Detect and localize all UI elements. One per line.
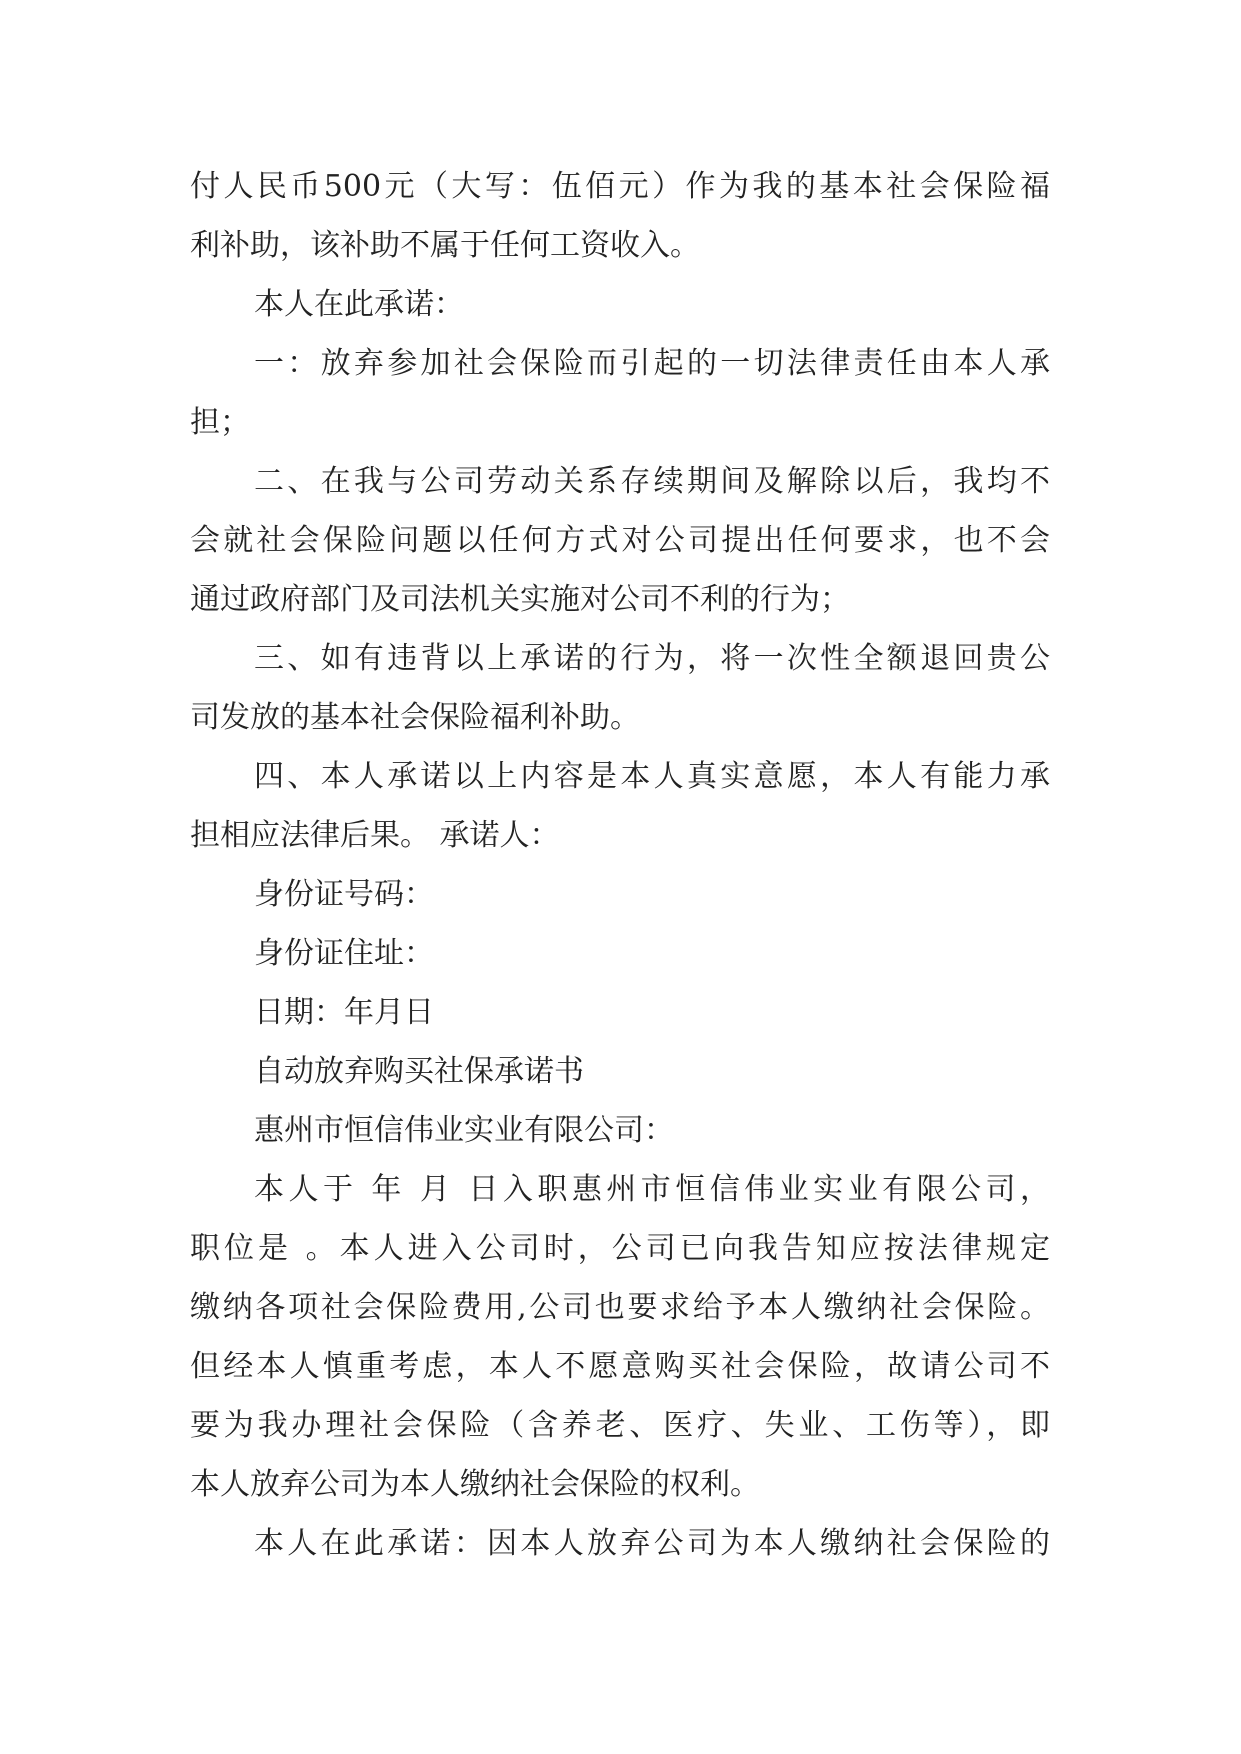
text-line: 本人在此承诺：因本人放弃公司为本人缴纳社会保险的 <box>254 1526 1050 1561</box>
text-line: 三、如有违背以上承诺的行为，将一次性全额退回贵公 <box>254 641 1050 676</box>
text-line: 身份证号码： <box>254 877 434 912</box>
text-line: 一：放弃参加社会保险而引起的一切法律责任由本人承 <box>254 346 1050 381</box>
text-line: 身份证住址： <box>254 936 434 971</box>
text-line: 担； <box>190 405 250 440</box>
text-line: 自动放弃购买社保承诺书 <box>254 1054 584 1089</box>
text-line: 职位是 。本人进入公司时，公司已向我告知应按法律规定 <box>190 1231 1050 1266</box>
text-line: 日期：年月日 <box>254 995 434 1030</box>
text-line: 惠州市恒信伟业实业有限公司： <box>254 1113 674 1148</box>
text-line: 要为我办理社会保险（含养老、医疗、失业、工伤等），即 <box>190 1408 1050 1443</box>
text-line: 付人民币500元（大写：伍佰元）作为我的基本社会保险福 <box>190 169 1050 204</box>
text-line: 二、在我与公司劳动关系存续期间及解除以后，我均不 <box>254 464 1050 499</box>
document-body <box>190 157 1050 1573</box>
text-line: 会就社会保险问题以任何方式对公司提出任何要求，也不会 <box>190 523 1050 558</box>
text-line: 但经本人慎重考虑，本人不愿意购买社会保险，故请公司不 <box>190 1349 1050 1384</box>
text-line: 缴纳各项社会保险费用,公司也要求给予本人缴纳社会保险。 <box>190 1290 1050 1325</box>
text-line: 通过政府部门及司法机关实施对公司不利的行为； <box>190 582 850 617</box>
text-line: 利补助，该补助不属于任何工资收入。 <box>190 228 700 263</box>
text-line: 本人在此承诺： <box>254 287 464 322</box>
text-line: 本人放弃公司为本人缴纳社会保险的权利。 <box>190 1467 760 1502</box>
text-line: 四、本人承诺以上内容是本人真实意愿，本人有能力承 <box>254 759 1050 794</box>
text-line: 司发放的基本社会保险福利补助。 <box>190 700 640 735</box>
text-line: 本人于 年 月 日入职惠州市恒信伟业实业有限公司， <box>254 1172 1050 1207</box>
text-line: 担相应法律后果。 承诺人： <box>190 818 560 853</box>
